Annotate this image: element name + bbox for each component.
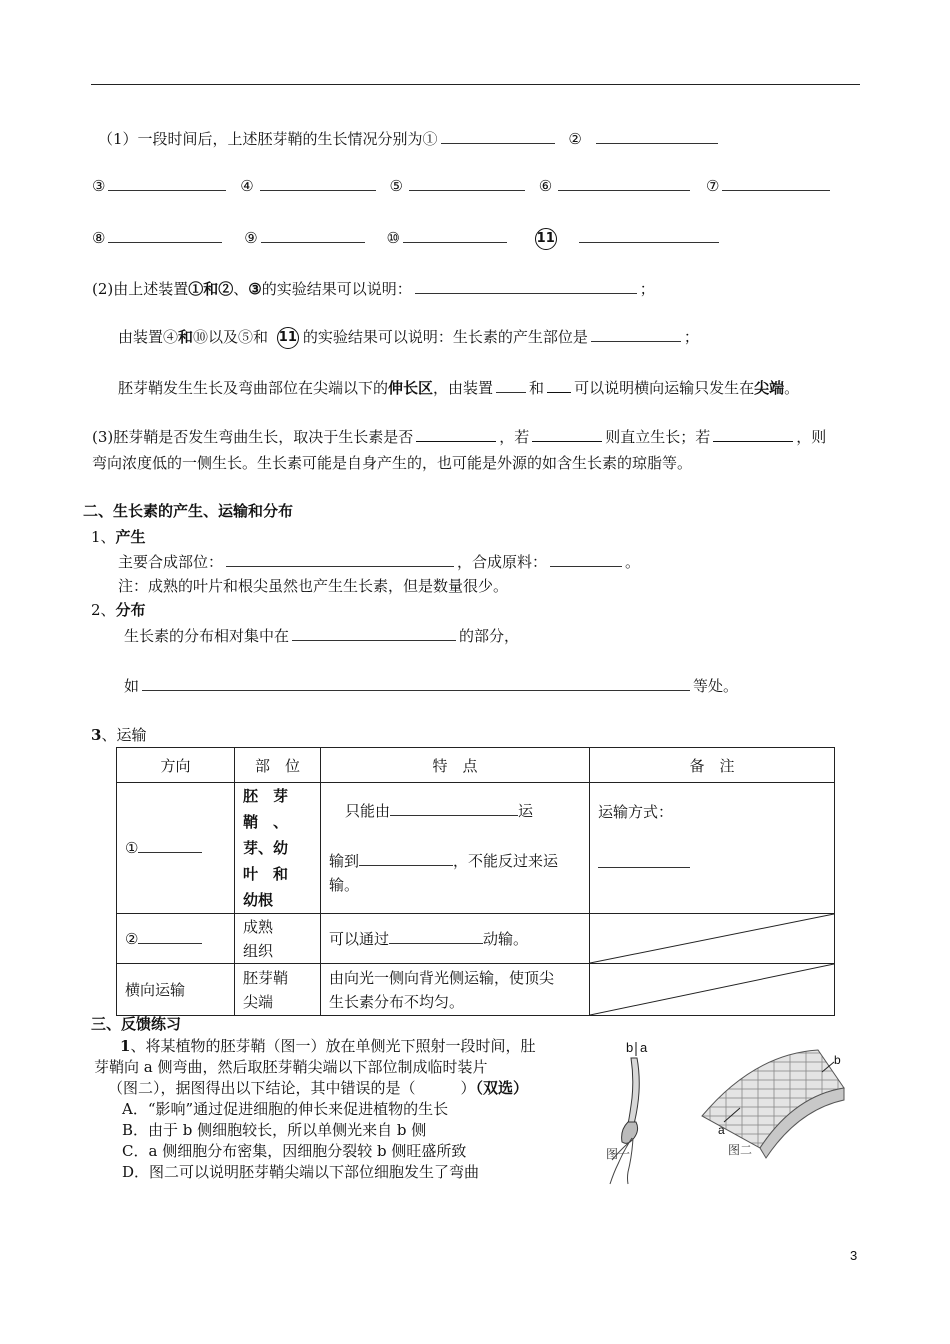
- blank-9[interactable]: [261, 241, 365, 243]
- row1-direction: ①: [117, 783, 235, 914]
- blank-q3a[interactable]: [416, 440, 496, 442]
- page-number: 3: [850, 1248, 858, 1263]
- figure1-coleoptile: [598, 1038, 668, 1188]
- section3-title: 三、反馈练习: [91, 1015, 182, 1033]
- blank-8[interactable]: [108, 241, 222, 243]
- s1-note: 注：成熟的叶片和根尖虽然也产生生长素，但是数量很少。: [118, 577, 509, 595]
- s2-line2: 如 等处。: [124, 677, 739, 695]
- q2-line-a: (2)由上述装置①和②、③的实验结果可以说明： ；: [92, 280, 655, 298]
- q1-line1: （1）一段时间后，上述胚芽鞘的生长情况分别为① ②: [98, 128, 721, 149]
- section2-title: 二、生长素的产生、运输和分布: [83, 502, 294, 520]
- q-line2: 芽鞘向 a 侧弯曲，然后取胚芽鞘尖端以下部位制成临时装片: [94, 1058, 488, 1076]
- blank-q3c[interactable]: [713, 440, 793, 442]
- q3-line2: 弯向浓度低的一侧生长。生长素可能是自身产生的，也可能是外源的如含生长素的琼脂等。: [92, 454, 693, 472]
- q1-line2: ③ ④ ⑤ ⑥ ⑦: [92, 177, 833, 195]
- diagonal-line: [590, 964, 834, 1015]
- blank-dir2[interactable]: [138, 942, 202, 944]
- blank-2[interactable]: [596, 142, 718, 144]
- header-feature: 特 点: [321, 748, 590, 783]
- blank-distribution[interactable]: [292, 639, 456, 641]
- row3-feature: 由向光一侧向背光侧运输，使顶尖 生长素分布不均匀。: [321, 964, 590, 1016]
- fig2-caption: 图二: [728, 1143, 753, 1157]
- row3-note-empty: [590, 964, 835, 1016]
- blank-11[interactable]: [579, 241, 719, 243]
- blank-10[interactable]: [403, 241, 507, 243]
- blank-material[interactable]: [550, 565, 622, 567]
- row1-part: 胚 芽 鞘 、 芽、幼 叶 和 幼根: [235, 783, 321, 914]
- blank-from[interactable]: [390, 814, 518, 816]
- row1-feature: 只能由 运 输到 ，不能反过来运 输。: [321, 783, 590, 914]
- blank-q2c2[interactable]: [547, 391, 571, 393]
- option-b: B．由于 b 侧细胞较长，所以单侧光来自 b 侧: [122, 1121, 427, 1139]
- fig2-label-b: b: [834, 1053, 841, 1067]
- blank-q2c1[interactable]: [496, 391, 526, 393]
- s3-heading: 3、运输: [91, 726, 147, 744]
- figure2-tissue: [694, 1044, 864, 1164]
- blank-7[interactable]: [722, 189, 830, 191]
- table-row: [117, 914, 835, 964]
- blank-through[interactable]: [389, 942, 483, 944]
- blank-4[interactable]: [260, 189, 376, 191]
- blank-to[interactable]: [359, 864, 453, 866]
- circled-11: 11: [535, 228, 557, 250]
- header-direction: 方向: [117, 748, 235, 783]
- blank-q2b[interactable]: [591, 340, 681, 342]
- blank-3[interactable]: [108, 189, 226, 191]
- table-header-row: [117, 748, 835, 783]
- header-note: 备 注: [590, 748, 835, 783]
- blank-q3b[interactable]: [532, 440, 602, 442]
- header-rule: [91, 84, 860, 85]
- row1-note: 运输方式：: [590, 783, 835, 914]
- q1-line3: ⑧ ⑨ ⑩ 11: [92, 228, 722, 250]
- fig1-caption: 图一: [606, 1147, 631, 1161]
- blank-site[interactable]: [226, 565, 454, 567]
- diagonal-line: [590, 914, 834, 963]
- s1-main: 主要合成部位： ，合成原料： 。: [118, 553, 641, 571]
- fig2-label-a: a: [718, 1123, 725, 1137]
- row3-direction: 横向运输: [117, 964, 235, 1016]
- option-a: A．“影响”通过促进细胞的伸长来促进植物的生长: [122, 1100, 449, 1118]
- option-c: C．a 侧细胞分布密集，因细胞分裂较 b 侧旺盛所致: [122, 1142, 467, 1160]
- blank-6[interactable]: [558, 189, 690, 191]
- blank-1[interactable]: [441, 142, 555, 144]
- blank-5[interactable]: [409, 189, 525, 191]
- row2-part: 成熟 组织: [235, 914, 321, 964]
- blank-examples[interactable]: [142, 689, 690, 691]
- s1-heading: 1、产生: [91, 528, 146, 546]
- blank-dir1[interactable]: [138, 851, 202, 853]
- header-part: 部 位: [235, 748, 321, 783]
- fig1-label-a: a: [640, 1040, 648, 1055]
- q-line3: （图二），据图得出以下结论，其中错误的是（ ）（双选）: [108, 1079, 529, 1097]
- blank-q2a[interactable]: [415, 292, 637, 294]
- circled-11-b: 11: [277, 327, 299, 349]
- s2-heading: 2、分布: [91, 601, 146, 619]
- fig1-label-b: b: [626, 1040, 634, 1055]
- row3-part: 胚芽鞘 尖端: [235, 964, 321, 1016]
- row2-note-empty: [590, 914, 835, 964]
- transport-table: [116, 747, 835, 1016]
- q3-line1: (3)胚芽鞘是否发生弯曲生长，取决于生长素是否 ，若 则直立生长；若 ，则: [92, 428, 827, 446]
- row2-direction: ②: [117, 914, 235, 964]
- blank-transport-mode[interactable]: [598, 866, 690, 868]
- q2-line-b: 由装置④和⑩以及⑤和 11 的实验结果可以说明：生长素的产生部位是 ；: [118, 326, 699, 349]
- q2-line-c: 胚芽鞘发生生长及弯曲部位在尖端以下的伸长区，由装置 和 可以说明横向运输只发生在尖端。: [118, 379, 800, 397]
- row2-feature: 可以通过 动输。: [321, 914, 590, 964]
- option-d: D．图二可以说明胚芽鞘尖端以下部位细胞发生了弯曲: [122, 1163, 480, 1181]
- table-row: [117, 964, 835, 1016]
- table-row: [117, 783, 835, 914]
- q-line1: 1、将某植物的胚芽鞘（图一）放在单侧光下照射一段时间，肚: [120, 1037, 536, 1055]
- s2-line1: 生长素的分布相对集中在 的部分，: [124, 627, 520, 645]
